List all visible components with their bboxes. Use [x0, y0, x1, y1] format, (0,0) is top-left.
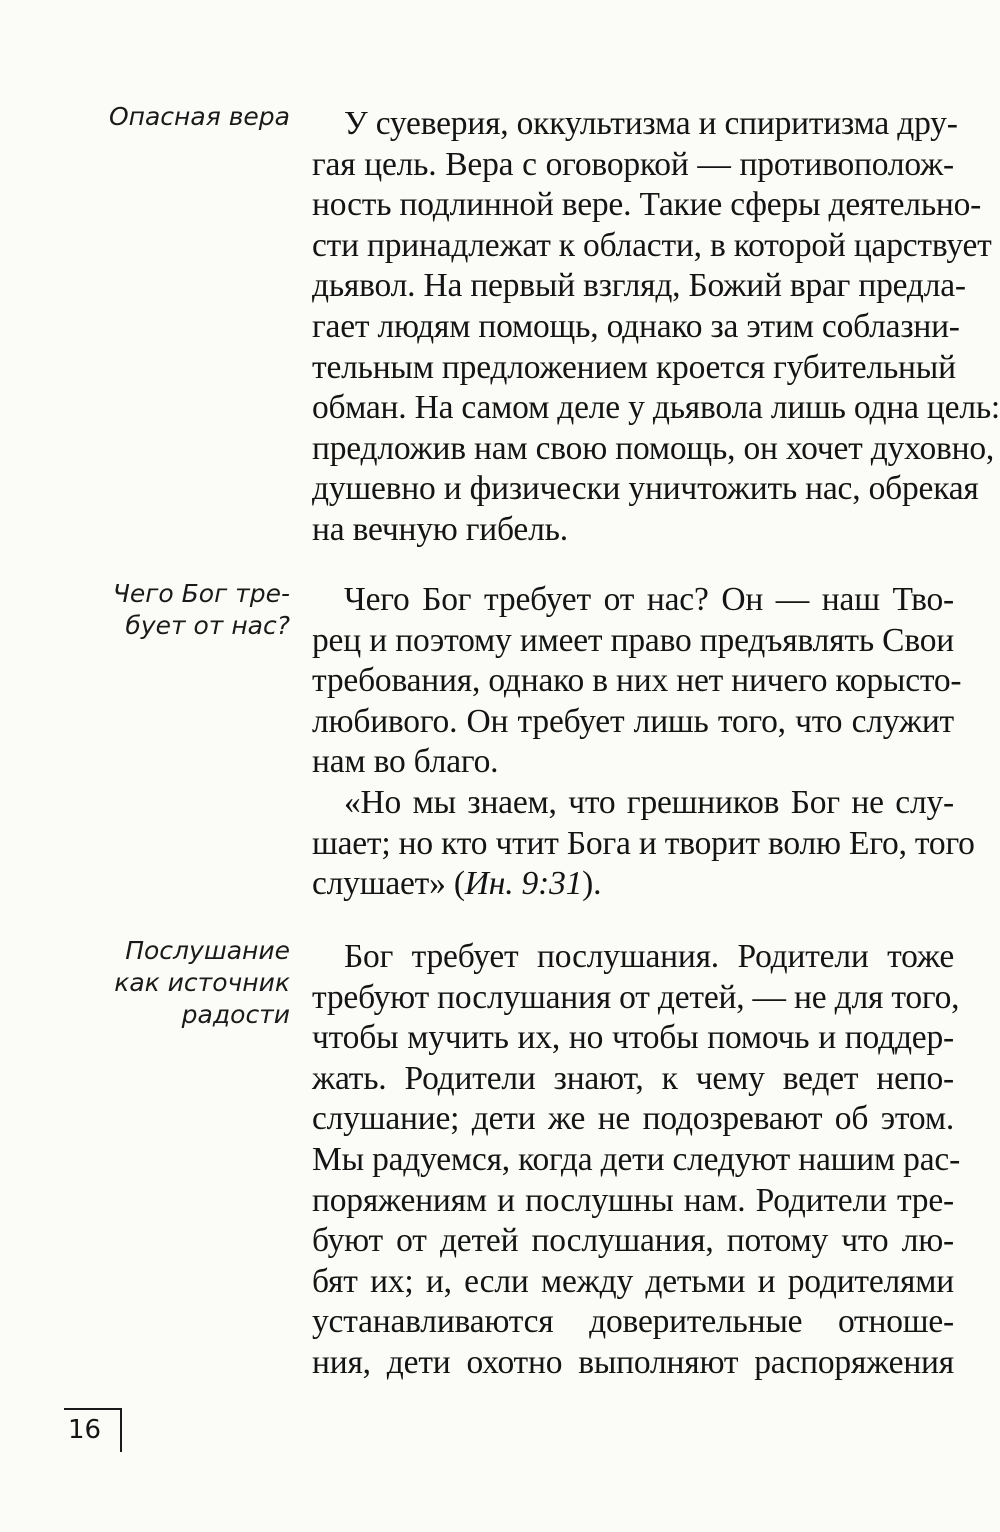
text-line: шает; но кто чтит Бога и творит волю Его, того	[312, 824, 975, 862]
text-line: слушание; дети же не подозревают об этом.	[312, 1100, 954, 1138]
text-line: предложив нам свою помощь, он хочет духовно,	[312, 429, 995, 467]
text-line: требуют послушания от детей, — не для того,	[312, 978, 960, 1016]
text-line: обман. На самом деле у дьявола лишь одна цель:	[312, 389, 1000, 427]
text-line: на вечную гибель.	[312, 510, 568, 548]
text-line: тельным предложением кроется губительный	[312, 348, 956, 386]
text-line: У суеверия, оккультизма и спиритизма дру-	[344, 105, 958, 142]
text-line-with-citation	[312, 864, 954, 905]
body-paragraph	[312, 104, 1000, 551]
quote-end-punct: ).	[582, 865, 602, 903]
side-heading	[60, 935, 290, 1031]
text-line: ность подлинной вере. Такие сферы деятельно-	[312, 186, 982, 224]
text-line: любивого. Он требует лишь того, что служит	[312, 702, 954, 740]
quote-paragraph	[312, 783, 975, 905]
text-line: жать. Родители знают, к чему ведет непо-	[312, 1059, 954, 1097]
text-line: Чего Бог требует от нас? Он — наш Тво-	[344, 581, 954, 618]
bible-citation: Ин. 9:31	[464, 865, 583, 903]
text-line: сти принадлежат к области, в которой царствует	[312, 226, 992, 264]
text-line: бят их; и, если между детьми и родителями	[312, 1262, 954, 1300]
body-paragraph	[312, 580, 962, 783]
side-heading-line: Опасная вера	[108, 102, 290, 131]
text-line: Мы радуемся, когда дети следуют нашим рас-	[312, 1140, 961, 1178]
text-line: рец и поэтому имеет право предъявлять Свои	[312, 621, 954, 659]
page-number: 16	[64, 1408, 122, 1452]
text-line: гая цель. Вера с оговоркой — противополож-	[312, 145, 954, 183]
side-heading-line: Чего Бог тре-	[112, 579, 290, 608]
side-heading-line: радости	[181, 1000, 290, 1029]
text-line: дьявол. На первый взгляд, Божий враг предла-	[312, 267, 966, 305]
text-line: Бог требует послушания. Родители тоже	[344, 938, 954, 975]
side-heading	[60, 101, 290, 133]
text-line: буют от детей послушания, потому что лю-	[312, 1222, 954, 1260]
text-line: нам во благо.	[312, 743, 499, 781]
text-line: требования, однако в них нет ничего корысто-	[312, 662, 962, 700]
side-heading-line: как источник	[114, 968, 290, 997]
text-line: ния, дети охотно выполняют распоряжения	[312, 1343, 954, 1381]
side-heading-line: Послушание	[125, 936, 290, 965]
text-line: душевно и физически уничтожить нас, обрекая	[312, 470, 979, 508]
text-line: поряжениям и послушны нам. Родители тре-	[312, 1181, 954, 1219]
text-line: чтобы мучить их, но чтобы помочь и поддер-	[312, 1019, 954, 1057]
quote-end-text: слушает» (	[312, 865, 465, 903]
text-line: «Но мы знаем, что грешников Бог не слу-	[344, 784, 954, 821]
side-heading-line: бует от нас?	[125, 611, 290, 640]
side-heading	[60, 578, 290, 642]
text-line: гает людям помощь, однако за этим соблазни-	[312, 307, 960, 345]
body-paragraph	[312, 937, 961, 1384]
text-line: устанавливаются доверительные отноше-	[312, 1303, 954, 1341]
